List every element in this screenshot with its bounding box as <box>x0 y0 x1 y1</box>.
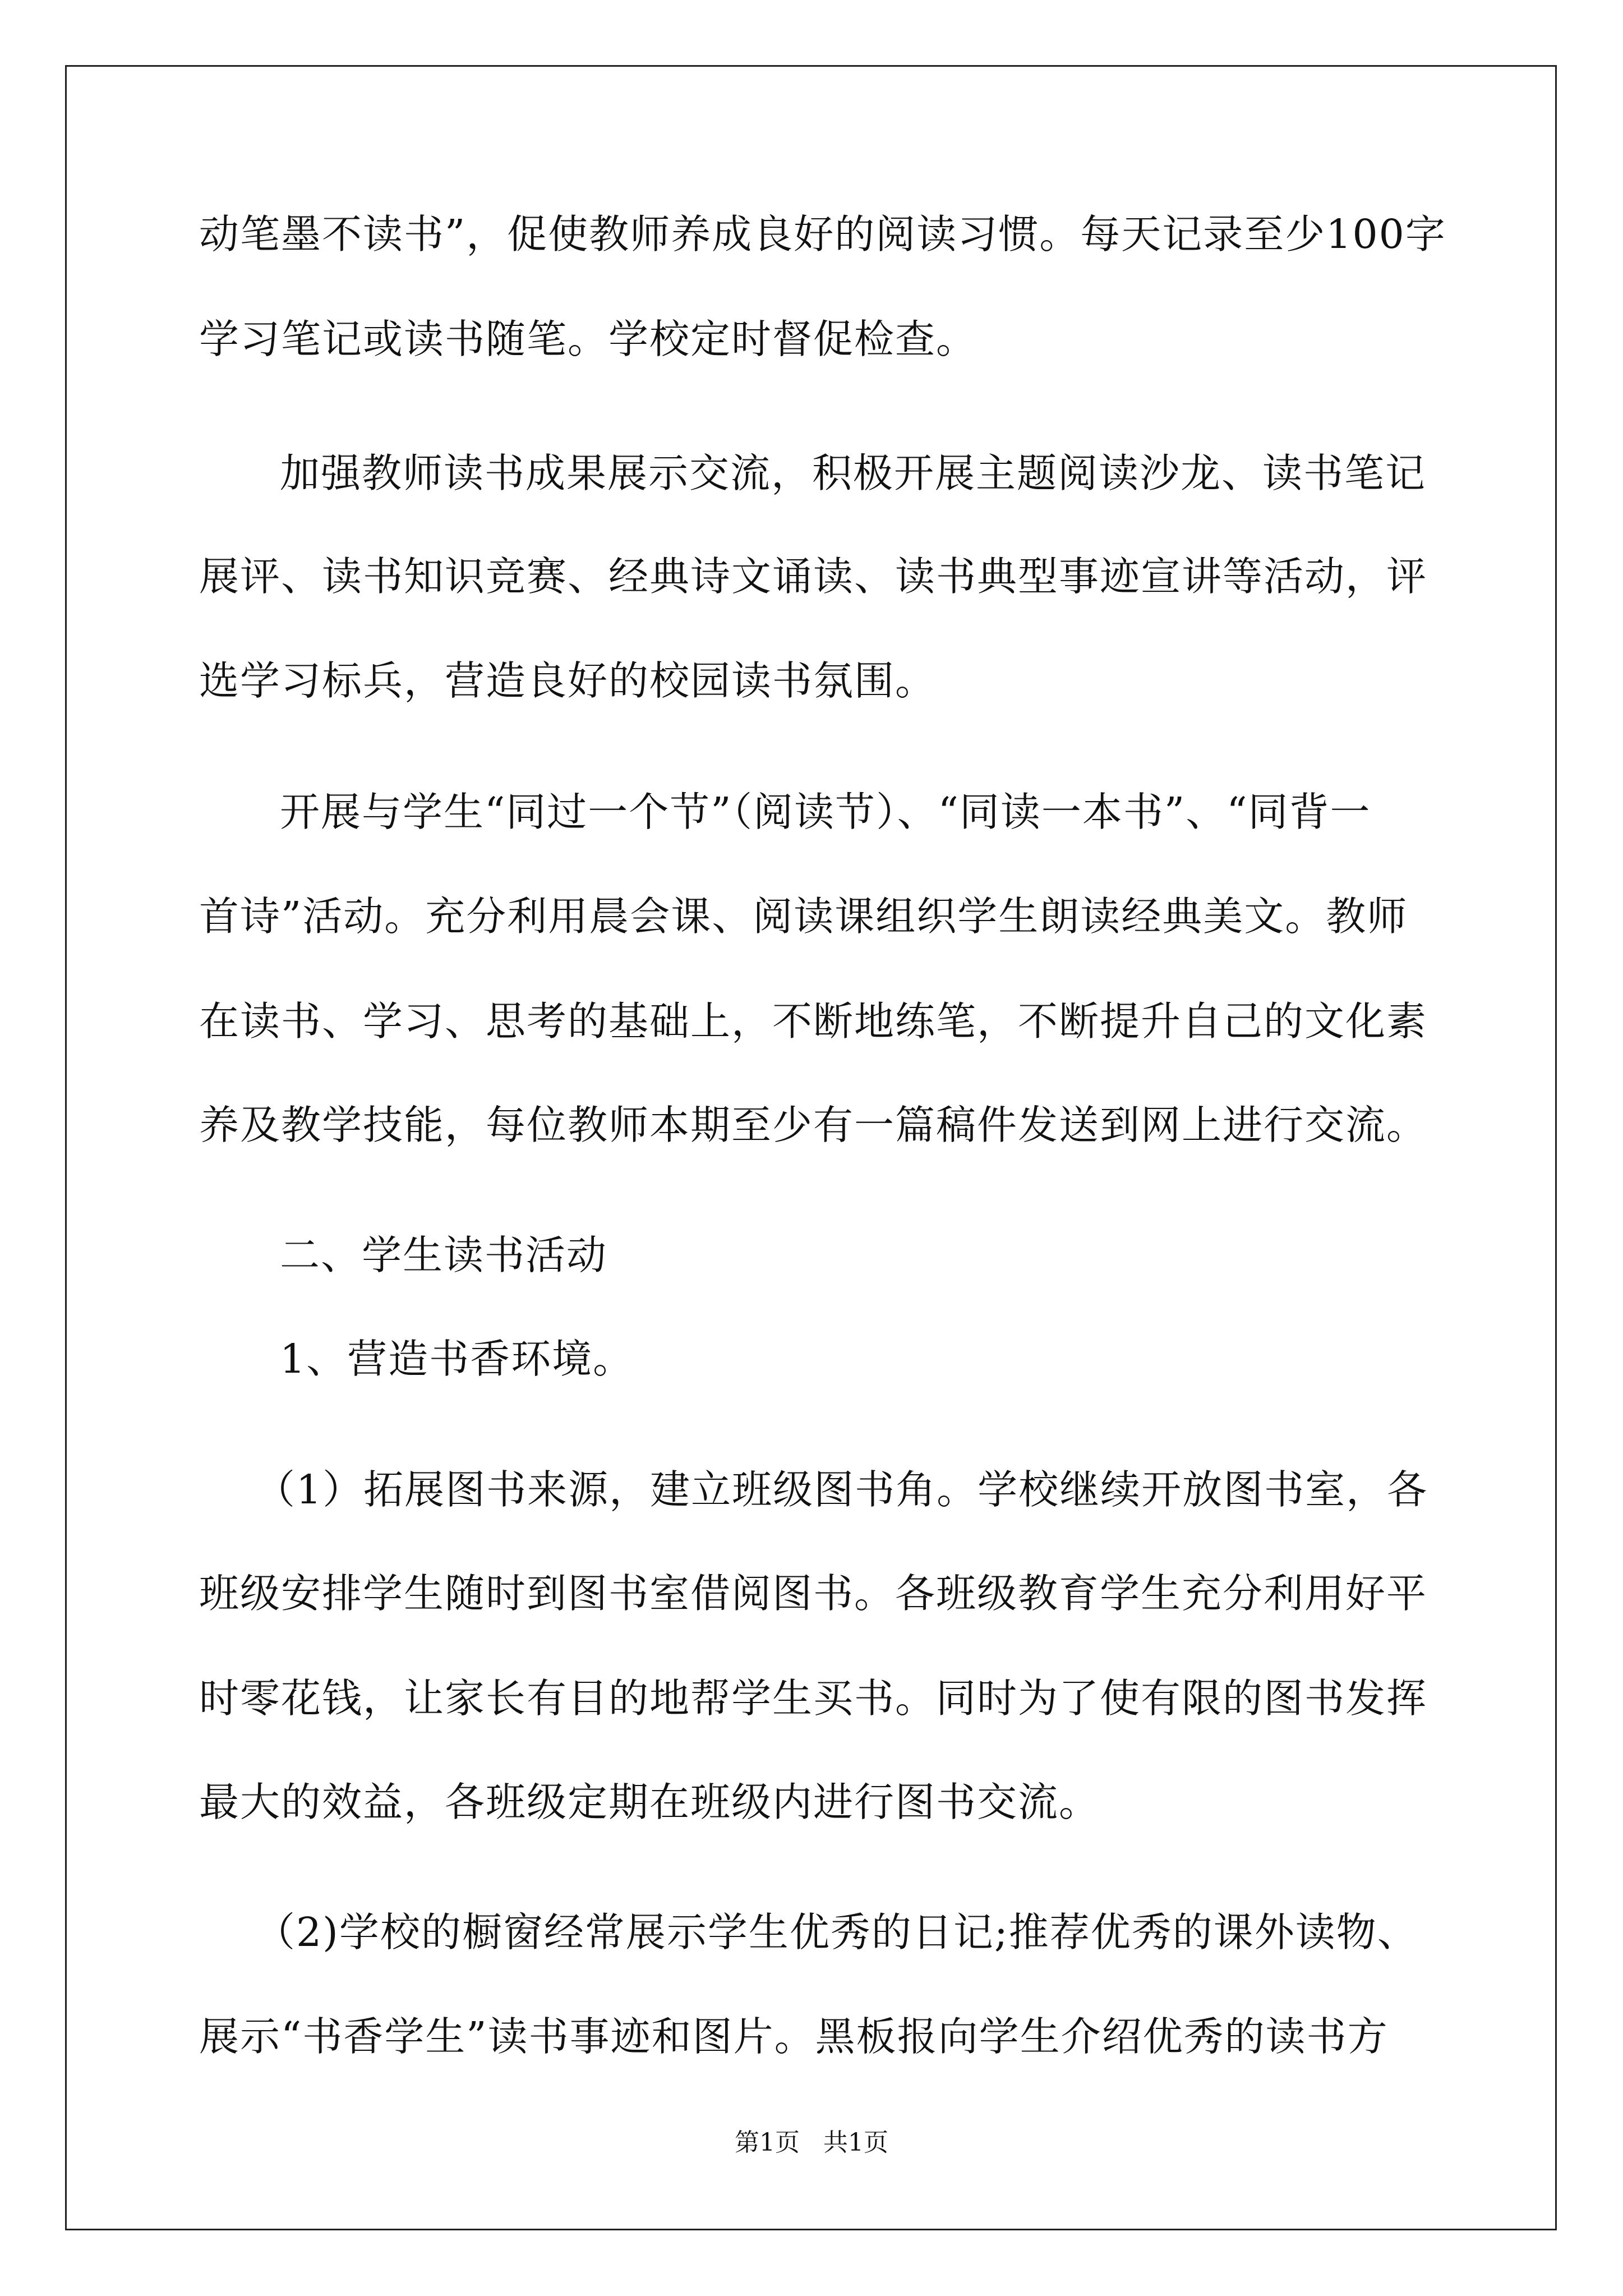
text-line: 最大的效益，各班级定期在班级内进行图书交流。 <box>199 1779 1100 1825</box>
paragraph-first-line: 加强教师读书成果展示交流，积极开展主题阅读沙龙、读书笔记 <box>280 450 1427 496</box>
paragraph-first-line: 开展与学生“同过一个节”（阅读节）、“同读一本书”、“同背一 <box>280 789 1371 835</box>
text-line: 展示“书香学生”读书事迹和图片。黑板报向学生介绍优秀的读书方 <box>199 2013 1389 2060</box>
text-line: 学习笔记或读书随笔。学校定时督促检查。 <box>199 316 978 362</box>
page-number-footer: 第1页 共1页 <box>735 2128 888 2157</box>
text-line: 选学习标兵，营造良好的校园读书氛围。 <box>199 657 937 704</box>
paragraph-first-line: （2)学校的橱窗经常展示学生优秀的日记;推荐优秀的课外读物、 <box>255 1909 1418 1955</box>
text-line: 时零花钱，让家长有目的地帮学生买书。同时为了使有限的图书发挥 <box>199 1675 1428 1722</box>
text-line: 首诗”活动。充分利用晨会课、阅读课组织学生朗读经典美文。教师 <box>199 893 1408 940</box>
paragraph-first-line: （1）拓展图书来源，建立班级图书角。学校继续开放图书室，各 <box>255 1466 1428 1513</box>
text-line: 展评、读书知识竞赛、经典诗文诵读、读书典型事迹宣讲等活动，评 <box>199 553 1428 600</box>
section-heading: 二、学生读书活动 <box>280 1232 608 1278</box>
text-line: 养及教学技能，每位教师本期至少有一篇稿件发送到网上进行交流。 <box>199 1102 1428 1148</box>
text-line: 在读书、学习、思考的基础上，不断地练笔，不断提升自己的文化素 <box>199 998 1428 1045</box>
subsection-heading: 1、营造书香环境。 <box>280 1336 634 1382</box>
text-line: 动笔墨不读书”，促使教师养成良好的阅读习惯。每天记录至少100字 <box>199 211 1446 257</box>
text-line: 班级安排学生随时到图书室借阅图书。各班级教育学生充分利用好平 <box>199 1570 1428 1617</box>
